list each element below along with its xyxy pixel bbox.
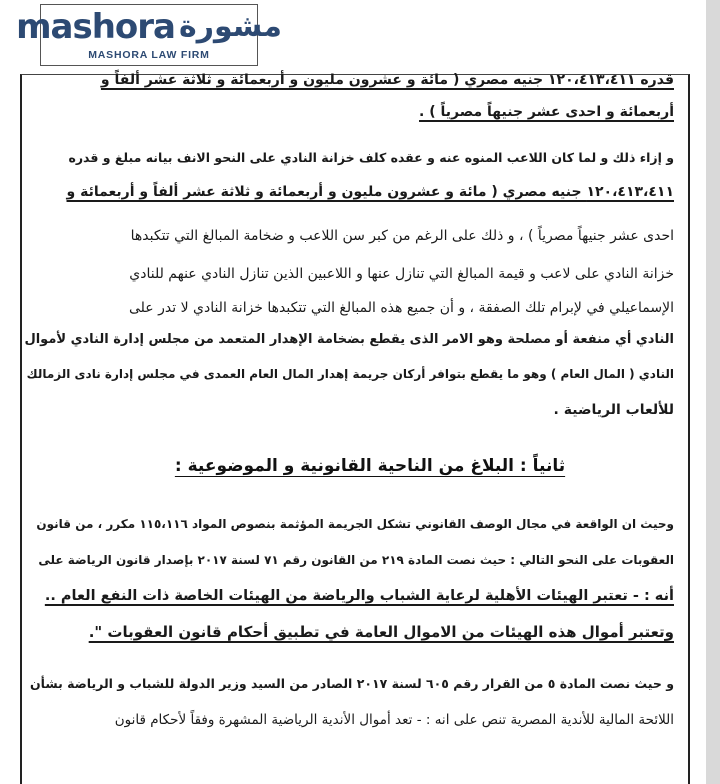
- text-line: قدره ١٢٠،٤١٣،٤١١ جنيه مصري ( مائة و عشرون مليون و أربعمائة و ثلاثة عشر ألفاً و: [100, 72, 674, 88]
- section-heading: [170, 454, 570, 478]
- text-line: النادي ( المال العام ) وهو ما يقطع بتوافر أركان جريمة إهدار المال العام العمدى في مجلس إدارة نادى الزمالك: [26, 367, 674, 381]
- text-line: الإسماعيلي في لإبرام تلك الصفقة ، و أن جميع هذه المبالغ التي تتكبدها خزانة النادي لا تدر على: [129, 300, 674, 316]
- logo-subtitle: MASHORA LAW FIRM: [88, 49, 210, 61]
- text-line: احدى عشر جنيهاً مصرياً ) ، و ذلك على الرغم من كبر سن اللاعب و ضخامة المبالغ التي تتكبدها: [130, 228, 674, 244]
- text-line: العقوبات على النحو التالي : حيث نصت المادة ٢١٩ من القانون رقم ٧١ لسنة ٢٠١٧ بإصدار قانون الرياضة على: [38, 553, 674, 567]
- text-line: أنه : - تعتبر الهيئات الأهلية لرعاية الشباب والرياضة من الهيئات الخاصة ذات النفع العام ..: [44, 588, 674, 604]
- text-line: ١٢٠،٤١٣،٤١١ جنيه مصري ( مائة و عشرون مليون و أربعمائة و ثلاثة عشر ألفاً و أربعمائة و: [66, 184, 674, 200]
- text-line: و حيث نصت المادة ٥ من القرار رقم ٦٠٥ لسنة ٢٠١٧ الصادر من السيد وزير الدولة للشباب و الرياضة بشأن: [30, 676, 674, 691]
- page-shadow: [706, 0, 720, 784]
- text-line: النادي أي منفعة أو مصلحة وهو الامر الذى يقطع بضخامة الإهدار المتعمد من مجلس إدارة النادي لأموال: [24, 332, 674, 347]
- text-line: و إزاء ذلك و لما كان اللاعب المنوه عنه و عقده كلف خزانة النادي على النحو الانف بيانه مبلغ و قدره: [68, 150, 674, 165]
- text-line: للألعاب الرياضية .: [553, 402, 674, 418]
- logo-arabic-text: مشورة: [179, 9, 282, 44]
- text-line: اللائحة المالية للأندية المصرية تنص على انه : - تعد أموال الأندية الرياضية المشهرة وفقاً لأحكام قانون: [114, 712, 674, 728]
- text-line: أربعمائة و احدى عشر جنيهاً مصرياً ) .: [419, 104, 674, 120]
- text-line: وتعتبر أموال هذه الهيئات من الاموال العامة في تطبيق أحكام قانون العقوبات ".: [88, 623, 674, 641]
- text-line: وحيث ان الواقعة في مجال الوصف القانوني تشكل الجريمة المؤثمة بنصوص المواد ١١٥،١١٦ مكرر ، من قانون: [36, 517, 674, 531]
- logo-english-text: mashora: [16, 7, 175, 47]
- mashora-logo: [16, 4, 282, 66]
- section-heading-text: ثانياً : البلاغ من الناحية القانونية و الموضوعية :: [174, 456, 566, 476]
- text-line: خزانة النادي على لاعب و قيمة المبالغ التي تنازل عنها و اللاعبين الذين تنازل النادي عنهم للنادي: [129, 266, 674, 282]
- logo-wordmark: [16, 7, 282, 47]
